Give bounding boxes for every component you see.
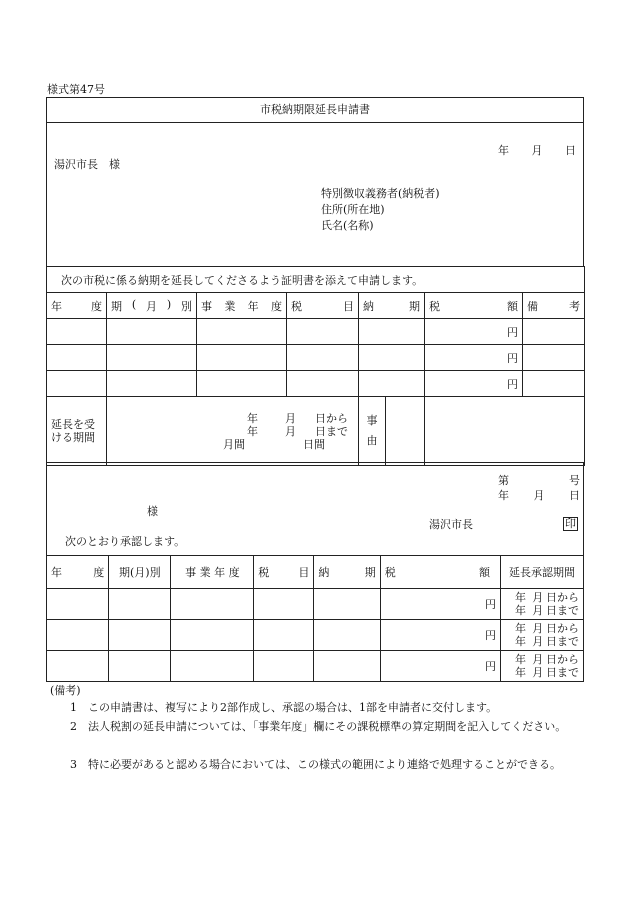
ahdr-amount-1: 税 bbox=[384, 566, 396, 579]
extension-from bbox=[107, 412, 354, 425]
ap-from-month: 月 bbox=[532, 653, 544, 666]
approved-period bbox=[501, 651, 584, 682]
ext-from-day: 日から bbox=[315, 411, 348, 425]
hdr-due-1: 納 bbox=[363, 299, 374, 313]
hdr-year-2: 度 bbox=[91, 299, 102, 313]
hdr-tax-item-1: 税 bbox=[291, 299, 302, 313]
hdr-by-2: 業 bbox=[224, 299, 236, 313]
ap-until-year: 年 bbox=[515, 604, 527, 617]
hdr-due-2: 期 bbox=[409, 299, 420, 313]
hdr-period-3: 月 bbox=[145, 299, 157, 313]
ahdr-tax-item-2: 目 bbox=[298, 566, 310, 579]
yen-unit: 円 bbox=[425, 371, 523, 397]
ext-until-year: 年 bbox=[247, 424, 258, 438]
ap-until-day: 日まで bbox=[546, 635, 579, 648]
ap-from-day: 日から bbox=[546, 653, 579, 666]
ahdr-year-1: 年 bbox=[51, 566, 62, 579]
ap-from-month: 月 bbox=[532, 591, 544, 604]
note-item bbox=[70, 756, 585, 773]
hdr-amount-2: 額 bbox=[507, 299, 518, 313]
hdr-period-2: ( bbox=[131, 297, 137, 311]
extension-period bbox=[107, 397, 359, 466]
approval-date-day: 日 bbox=[569, 489, 580, 502]
approval-issuer: 湯沢市長 bbox=[429, 518, 473, 531]
form-number: 様式第47号 bbox=[47, 83, 105, 96]
hdr-tax-item-2: 目 bbox=[343, 299, 354, 313]
approval-statement: 次のとおり承認します。 bbox=[65, 535, 186, 548]
ext-until-day: 日まで bbox=[315, 424, 348, 438]
extension-row bbox=[47, 397, 585, 466]
table-row bbox=[47, 319, 585, 345]
ap-from-year: 年 bbox=[515, 622, 527, 635]
yen-unit: 円 bbox=[425, 319, 523, 345]
ap-until-day: 日まで bbox=[546, 666, 579, 679]
yen-unit: 円 bbox=[380, 589, 500, 620]
addressee: 湯沢市長 様 bbox=[54, 158, 120, 171]
reason-value bbox=[425, 397, 585, 466]
ext-days: 日間 bbox=[303, 437, 325, 451]
date-month: 月 bbox=[531, 144, 543, 157]
approval-date-month: 月 bbox=[533, 489, 545, 502]
note-num: 2 bbox=[70, 720, 77, 733]
extension-label bbox=[47, 397, 107, 466]
hdr-by-1: 事 bbox=[201, 299, 212, 313]
hdr-remarks-1: 備 bbox=[527, 299, 538, 313]
ahdr-tax-item-1: 税 bbox=[258, 566, 270, 579]
date-year: 年 bbox=[498, 144, 509, 157]
application-table bbox=[46, 266, 585, 466]
applicant-address-label: 住所(所在地) bbox=[321, 203, 385, 216]
approval-date-year: 年 bbox=[498, 489, 509, 502]
approval-addressee: 様 bbox=[147, 505, 158, 518]
number-prefix: 第 bbox=[498, 474, 509, 487]
ahdr-amount-2: 額 bbox=[479, 566, 491, 579]
hdr-period-1: 期 bbox=[111, 299, 122, 313]
ahdr-business-year: 事 業 年 度 bbox=[171, 556, 254, 589]
hdr-period-5: 別 bbox=[180, 299, 192, 313]
note-num: 3 bbox=[70, 758, 77, 771]
approved-period bbox=[501, 589, 584, 620]
approval-number bbox=[498, 475, 580, 486]
ap-from-day: 日から bbox=[546, 622, 579, 635]
seal-mark bbox=[563, 517, 578, 531]
ap-from-day: 日から bbox=[546, 591, 579, 604]
hdr-year-1: 年 bbox=[51, 299, 62, 313]
extension-label-1: 延長を受 bbox=[51, 418, 95, 431]
table-row bbox=[47, 620, 584, 651]
hdr-by-4: 度 bbox=[270, 299, 282, 313]
table-row bbox=[47, 651, 584, 682]
yen-unit: 円 bbox=[380, 651, 500, 682]
applicant-name-label: 氏名(名称) bbox=[321, 219, 374, 232]
applicant-role: 特別徴収義務者(納税者) bbox=[321, 187, 440, 200]
note-item bbox=[70, 699, 585, 716]
ahdr-due-1: 納 bbox=[318, 566, 330, 579]
ext-from-year: 年 bbox=[247, 411, 258, 425]
approval-table bbox=[46, 555, 584, 682]
ahdr-due-2: 期 bbox=[364, 566, 376, 579]
ap-until-month: 月 bbox=[532, 635, 544, 648]
table-row bbox=[47, 589, 584, 620]
ap-from-month: 月 bbox=[532, 622, 544, 635]
yen-unit: 円 bbox=[425, 345, 523, 371]
ap-from-year: 年 bbox=[515, 653, 527, 666]
reason-label bbox=[359, 397, 386, 465]
ap-until-year: 年 bbox=[515, 666, 527, 679]
extension-duration bbox=[107, 438, 354, 451]
ext-until-month: 月 bbox=[285, 424, 296, 438]
note-text: この申請書は、複写により2部作成し、承認の場合は、1部を申請者に交付します。 bbox=[88, 701, 498, 714]
ahdr-period: 期(月)別 bbox=[109, 556, 171, 589]
extension-until bbox=[107, 425, 354, 438]
table-row bbox=[47, 345, 585, 371]
reason-cell bbox=[359, 397, 425, 466]
note-text: 特に必要があると認める場合においては、この様式の範囲により連絡で処理することができる。 bbox=[88, 758, 561, 771]
hdr-remarks-2: 考 bbox=[569, 299, 581, 313]
ap-until-month: 月 bbox=[532, 604, 544, 617]
ahdr-approved-period: 延長承認期間 bbox=[501, 556, 584, 589]
table-row bbox=[47, 371, 585, 397]
approval-header-row bbox=[47, 556, 584, 589]
ap-until-month: 月 bbox=[532, 666, 544, 679]
note-item bbox=[70, 718, 585, 735]
number-suffix: 号 bbox=[569, 474, 580, 487]
notes-heading: (備考) bbox=[50, 684, 81, 697]
reason-char-1: 事 bbox=[366, 414, 378, 427]
ext-months: 月間 bbox=[223, 437, 245, 451]
application-header-box bbox=[46, 97, 584, 267]
application-statement: 次の市税に係る納期を延長してくださるよう証明書を添えて申請します。 bbox=[47, 267, 585, 293]
ext-from-month: 月 bbox=[285, 411, 296, 425]
approval-header-box bbox=[46, 462, 584, 555]
application-title: 市税納期限延長申請書 bbox=[47, 98, 583, 123]
yen-unit: 円 bbox=[380, 620, 500, 651]
ap-until-day: 日まで bbox=[546, 604, 579, 617]
application-date bbox=[498, 145, 576, 156]
hdr-amount-1: 税 bbox=[429, 299, 440, 313]
ap-until-year: 年 bbox=[515, 635, 527, 648]
seal-text: 印 bbox=[565, 517, 576, 530]
approved-period bbox=[501, 620, 584, 651]
application-header-row bbox=[47, 293, 585, 319]
hdr-period-4: ) bbox=[166, 297, 172, 311]
note-text: 法人税割の延長申請については、「事業年度」欄にその課税標準の算定期間を記入してください。 bbox=[88, 720, 567, 733]
ap-from-year: 年 bbox=[515, 591, 527, 604]
approval-date bbox=[498, 490, 580, 501]
ahdr-year-2: 度 bbox=[93, 566, 105, 579]
note-num: 1 bbox=[70, 701, 77, 714]
extension-label-2: ける期間 bbox=[51, 431, 95, 444]
reason-char-2: 由 bbox=[366, 434, 378, 447]
date-day: 日 bbox=[565, 144, 576, 157]
hdr-by-3: 年 bbox=[247, 299, 259, 313]
